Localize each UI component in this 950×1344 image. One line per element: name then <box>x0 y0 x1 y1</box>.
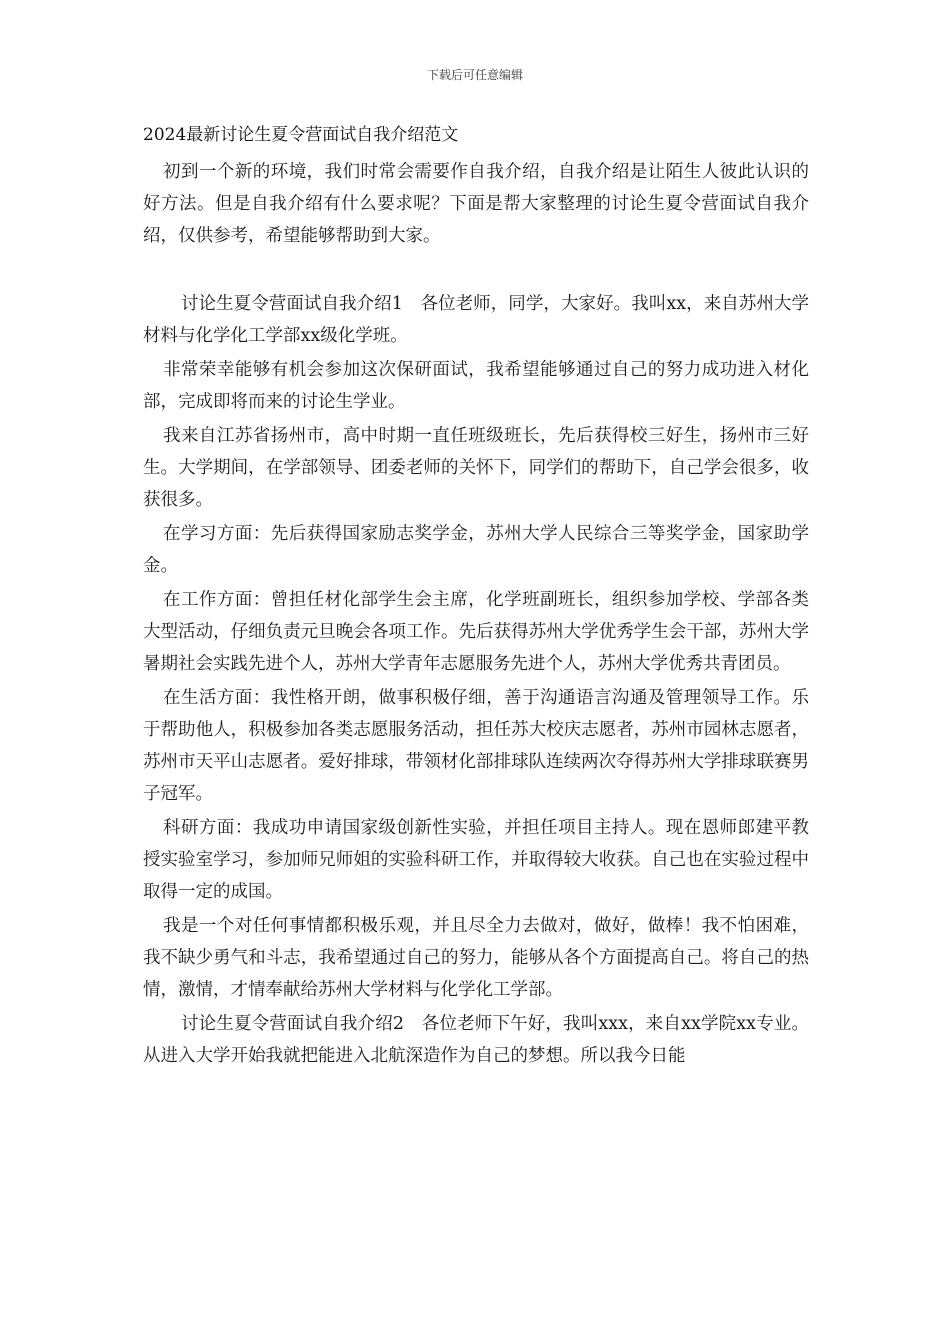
intro-paragraph: 初到一个新的环境，我们时常会需要作自我介绍，自我介绍是让陌生人彼此认识的好方法。但是自我介绍有什么要求呢？下面是帮大家整理的讨论生夏令营面试自我介绍，仅供参考，希望能够帮助到大家。 <box>143 162 809 246</box>
body-paragraph: 非常荣幸能够有机会参加这次保研面试，我希望能够通过自己的努力成功进入材化部，完成即将而来的讨论生学业。 <box>143 360 809 412</box>
body-paragraph: 我是一个对任何事情都积极乐观，并且尽全力去做对，做好，做棒！我不怕困难，我不缺少勇气和斗志，我希望通过自己的努力，能够从各个方面提高自己。将自己的热情，激情，才情奉献给苏州大学材料与化学化工学部。 <box>143 916 809 1000</box>
body-paragraph: 我来自江苏省扬州市，高中时期一直任班级班长，先后获得校三好生，扬州市三好生。大学期间，在学部领导、团委老师的关怀下，同学们的帮助下，自己学会很多，收获很多。 <box>143 426 809 510</box>
page-header-caption: 下载后可任意编辑 <box>426 68 523 82</box>
body-paragraph: 在工作方面：曾担任材化部学生会主席，化学班副班长，组织参加学校、学部各类大型活动，仔细负责元旦晚会各项工作。先后获得苏州大学优秀学生会干部，苏州大学暑期社会实践先进个人，苏州大学青年志愿服务先进个人，苏州大学优秀共青团员。 <box>143 590 809 674</box>
document-body <box>143 156 809 1074</box>
body-paragraph: 在学习方面：先后获得国家励志奖学金，苏州大学人民综合三等奖学金，国家助学金。 <box>143 524 809 576</box>
section-2-heading-paragraph: 讨论生夏令营面试自我介绍2 各位老师下午好，我叫xxx，来自xx学院xx专业。从进入大学开始我就把能进入北航深造作为自己的梦想。所以我今日能 <box>143 1014 809 1066</box>
body-paragraph: 在生活方面：我性格开朗，做事积极仔细，善于沟通语言沟通及管理领导工作。乐于帮助他人，积极参加各类志愿服务活动，担任苏大校庆志愿者，苏州市园林志愿者，苏州市天平山志愿者。爱好排球，带领材化部排球队连续两次夺得苏州大学排球联赛男子冠军。 <box>143 688 809 804</box>
document-title: 2024最新讨论生夏令营面试自我介绍范文 <box>143 125 459 145</box>
body-paragraph: 科研方面：我成功申请国家级创新性实验，并担任项目主持人。现在恩师郎建平教授实验室学习，参加师兄师姐的实验科研工作，并取得较大收获。自己也在实验过程中取得一定的成国。 <box>143 818 809 902</box>
section-1-heading-paragraph: 讨论生夏令营面试自我介绍1 各位老师，同学，大家好。我叫xx，来自苏州大学材料与化学化工学部xx级化学班。 <box>143 294 809 346</box>
